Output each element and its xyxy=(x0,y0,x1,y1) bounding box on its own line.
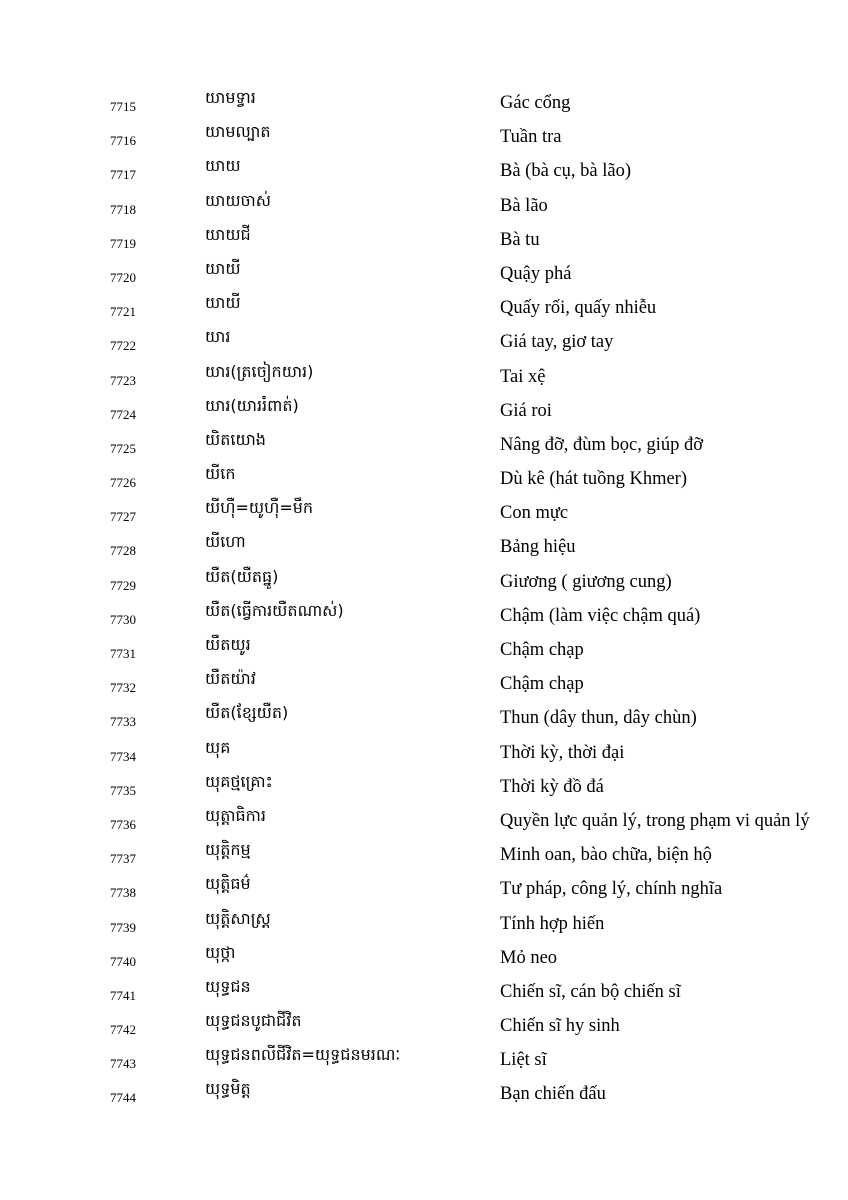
khmer-term: យារ xyxy=(205,327,231,347)
khmer-term: យាយី xyxy=(205,293,241,313)
entry-number: 7724 xyxy=(110,406,136,422)
vietnamese-translation: Tuần tra xyxy=(500,127,562,148)
vietnamese-translation: Con mực xyxy=(500,503,569,524)
vietnamese-translation: Bà (bà cụ, bà lão) xyxy=(500,161,631,182)
vietnamese-translation: Chậm (làm việc chậm quá) xyxy=(500,605,701,626)
entry-number: 7729 xyxy=(110,577,136,593)
entry-number: 7732 xyxy=(110,680,136,696)
khmer-term: យុទ្ធជន xyxy=(205,976,251,996)
dictionary-entry-row xyxy=(0,633,848,667)
dictionary-entry-row xyxy=(0,872,848,906)
khmer-term: យុគ xyxy=(205,737,231,757)
dictionary-entry-row xyxy=(0,804,848,838)
entry-number: 7723 xyxy=(110,372,136,388)
dictionary-entry-row xyxy=(0,496,848,530)
entry-number: 7739 xyxy=(110,919,136,935)
vietnamese-translation: Thời kỳ đồ đá xyxy=(500,776,604,797)
entry-number: 7726 xyxy=(110,475,136,491)
khmer-term: យឺត(យឺតធ្នូ) xyxy=(205,566,279,586)
dictionary-entry-row xyxy=(0,462,848,496)
khmer-term: យារ(ត្រចៀកយារ) xyxy=(205,361,314,381)
vietnamese-translation: Gác cổng xyxy=(500,93,571,113)
khmer-term: យឺត(ខ្សែយឺត) xyxy=(205,703,289,723)
khmer-term: យុថ្កា xyxy=(205,942,236,962)
khmer-term: យិតយោង xyxy=(205,429,266,449)
entry-number: 7737 xyxy=(110,851,136,867)
entry-number: 7719 xyxy=(110,235,136,251)
vietnamese-translation: Bà tu xyxy=(500,229,540,250)
khmer-term: យាមល្បាត xyxy=(205,122,271,142)
dictionary-entry-row xyxy=(0,667,848,701)
dictionary-entry-row xyxy=(0,1043,848,1077)
khmer-term: យាយជី xyxy=(205,224,251,244)
entry-number: 7738 xyxy=(110,885,136,901)
entry-number: 7721 xyxy=(110,304,136,320)
vietnamese-translation: Chiến sĩ hy sinh xyxy=(500,1016,620,1037)
dictionary-entry-row xyxy=(0,394,848,428)
dictionary-entry-row xyxy=(0,565,848,599)
vietnamese-translation: Tai xệ xyxy=(500,366,546,387)
entry-number: 7736 xyxy=(110,816,136,832)
dictionary-entry-row xyxy=(0,223,848,257)
khmer-term: យុទ្ធជនពលីជីវិត=យុទ្ធជនមរណៈ xyxy=(205,1045,401,1065)
entry-number: 7722 xyxy=(110,338,136,354)
entry-number: 7744 xyxy=(110,1090,136,1106)
vietnamese-translation: Liệt sĩ xyxy=(500,1050,547,1071)
vietnamese-translation: Giương ( giương cung) xyxy=(500,571,672,592)
vietnamese-translation: Chậm chạp xyxy=(500,640,584,660)
dictionary-entry-row xyxy=(0,975,848,1009)
vietnamese-translation: Quấy rối, quấy nhiễu xyxy=(500,298,657,319)
entry-number: 7730 xyxy=(110,611,136,627)
khmer-term: យឺតយ៉ាវ xyxy=(205,669,256,689)
khmer-term: យាយ xyxy=(205,156,241,176)
dictionary-entry-row xyxy=(0,941,848,975)
entry-number: 7741 xyxy=(110,987,136,1003)
khmer-term: យុត្តាធិការ xyxy=(205,805,266,825)
khmer-term: យាយចាស់ xyxy=(205,190,272,210)
dictionary-entry-row xyxy=(0,291,848,325)
vietnamese-translation: Tư pháp, công lý, chính nghĩa xyxy=(500,879,723,900)
vietnamese-translation: Giá tay, giơ tay xyxy=(500,332,614,353)
vietnamese-translation: Minh oan, bào chữa, biện hộ xyxy=(500,845,712,866)
vietnamese-translation: Chậm chạp xyxy=(500,674,584,695)
khmer-term: យឺតយូរ xyxy=(205,635,251,654)
entry-number: 7716 xyxy=(110,133,136,149)
dictionary-entry-row xyxy=(0,86,848,120)
dictionary-entry-row xyxy=(0,599,848,633)
vietnamese-translation: Thun (dây thun, dây chùn) xyxy=(500,708,697,729)
vietnamese-translation: Bạn chiến đấu xyxy=(500,1084,606,1105)
entry-number: 7734 xyxy=(110,748,136,764)
vietnamese-translation: Thời kỳ, thời đại xyxy=(500,742,625,763)
dictionary-entry-row xyxy=(0,360,848,394)
dictionary-entry-row xyxy=(0,736,848,770)
entry-number: 7715 xyxy=(110,99,136,114)
dictionary-entry-row xyxy=(0,120,848,154)
entry-number: 7727 xyxy=(110,509,136,525)
vietnamese-translation: Nâng đỡ, đùm bọc, giúp đỡ xyxy=(500,434,704,455)
entry-number: 7720 xyxy=(110,269,136,285)
dictionary-entry-row xyxy=(0,701,848,735)
khmer-term: យីហ៊ឺ=យូហ៊ឺ=មឹក xyxy=(205,498,314,518)
entry-number: 7718 xyxy=(110,201,136,217)
dictionary-entry-row xyxy=(0,530,848,564)
dictionary-entry-list xyxy=(0,86,848,1112)
entry-number: 7731 xyxy=(110,646,136,661)
khmer-term: យឺត(ធ្វើការយឺតណាស់) xyxy=(205,600,344,620)
khmer-term: យីកេ xyxy=(205,464,236,484)
khmer-term: យុទ្ធមិត្ត xyxy=(205,1079,251,1099)
khmer-term: យុត្តិកម្ម xyxy=(205,840,251,860)
dictionary-entry-row xyxy=(0,189,848,223)
entry-number: 7725 xyxy=(110,440,136,456)
dictionary-entry-row xyxy=(0,325,848,359)
dictionary-entry-row xyxy=(0,907,848,941)
khmer-term: យុទ្ធជនបូជាជីវិត xyxy=(205,1011,302,1031)
vietnamese-translation: Bảng hiệu xyxy=(500,537,576,558)
khmer-term: យុគថ្មគ្រោះ xyxy=(205,771,273,791)
vietnamese-translation: Giá roi xyxy=(500,400,552,421)
vietnamese-translation: Mỏ neo xyxy=(500,947,558,968)
dictionary-entry-row xyxy=(0,428,848,462)
vietnamese-translation: Bà lão xyxy=(500,195,548,216)
vietnamese-translation: Dù kê (hát tuồng Khmer) xyxy=(500,469,688,490)
dictionary-entry-row xyxy=(0,154,848,188)
entry-number: 7733 xyxy=(110,714,136,730)
khmer-term: យុត្តិសាស្ត្រ xyxy=(205,908,271,928)
khmer-term: យាយី xyxy=(205,258,241,278)
entry-number: 7742 xyxy=(110,1022,136,1038)
vietnamese-translation: Quậy phá xyxy=(500,263,572,284)
khmer-term: យារ(យាររំពាត់) xyxy=(205,395,299,415)
dictionary-entry-row xyxy=(0,1077,848,1111)
entry-number: 7717 xyxy=(110,167,136,183)
dictionary-entry-row xyxy=(0,257,848,291)
dictionary-entry-row xyxy=(0,838,848,872)
dictionary-entry-row xyxy=(0,770,848,804)
khmer-term: យុត្តិធម៌ xyxy=(205,874,251,894)
khmer-term: យីហោ xyxy=(205,532,246,552)
dictionary-entry-row xyxy=(0,1009,848,1043)
vietnamese-translation: Chiến sĩ, cán bộ chiến sĩ xyxy=(500,981,681,1002)
khmer-term: យាមទ្វារ xyxy=(205,88,256,107)
entry-number: 7728 xyxy=(110,543,136,559)
vietnamese-translation: Quyền lực quản lý, trong phạm vi quản lý xyxy=(500,810,810,831)
entry-number: 7735 xyxy=(110,782,136,798)
entry-number: 7740 xyxy=(110,953,136,969)
entry-number: 7743 xyxy=(110,1056,136,1072)
vietnamese-translation: Tính hợp hiến xyxy=(500,913,605,934)
